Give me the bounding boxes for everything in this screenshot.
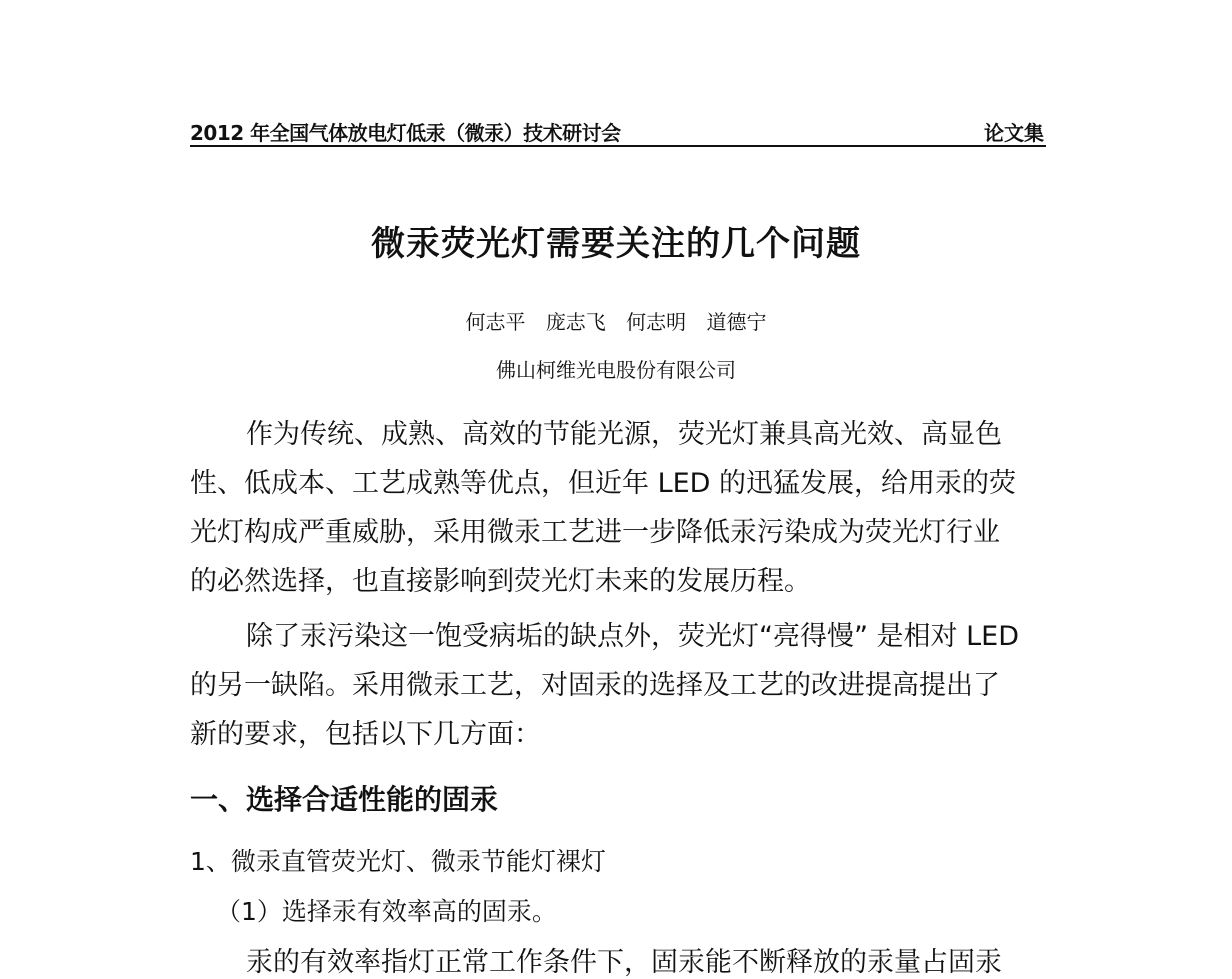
- paragraph-line: 性、低成本、工艺成熟等优点，但近年 LED 的迅猛发展，给用汞的荧: [190, 468, 1017, 499]
- section-heading: 一、选择合适性能的固汞: [190, 783, 499, 816]
- author: 何志平: [465, 310, 526, 334]
- paragraph-line: 的必然选择，也直接影响到荧光灯未来的发展历程。: [190, 566, 811, 597]
- author: 道德宁: [706, 310, 767, 334]
- author: 庞志飞: [545, 310, 606, 334]
- subsection-heading: 1、微汞直管荧光灯、微汞节能灯裸灯: [190, 847, 606, 876]
- author-list: [0, 306, 1232, 335]
- header-rule: [190, 145, 1046, 147]
- conference-title: 2012 年全国气体放电灯低汞（微汞）技术研讨会: [190, 121, 621, 145]
- paragraph-line: 除了汞污染这一饱受病垢的缺点外，荧光灯“亮得慢” 是相对 LED: [246, 621, 1020, 652]
- paragraph-line: 光灯构成严重威胁，采用微汞工艺进一步降低汞污染成为荧光灯行业: [190, 517, 1000, 548]
- clipped-paragraph-line: 汞的有效率指灯正常工作条件下，固汞能不断释放的汞量占固汞: [246, 947, 1002, 978]
- subsubsection-heading: （1）选择汞有效率高的固汞。: [216, 897, 557, 926]
- running-header: [190, 115, 1046, 145]
- paper-title: 微汞荧光灯需要关注的几个问题: [371, 224, 861, 264]
- proceedings-label: 论文集: [984, 121, 1044, 145]
- paragraph-2: [190, 612, 1050, 759]
- paragraph-line: 作为传统、成熟、高效的节能光源，荧光灯兼具高光效、高显色: [246, 419, 1002, 450]
- paragraph-line: 新的要求，包括以下几方面：: [190, 719, 541, 750]
- paragraph-1: [190, 410, 1050, 606]
- author: 何志明: [626, 310, 687, 334]
- paragraph-line: 的另一缺陷。采用微汞工艺，对固汞的选择及工艺的改进提高提出了: [190, 670, 1000, 701]
- affiliation: 佛山柯维光电股份有限公司: [496, 358, 736, 382]
